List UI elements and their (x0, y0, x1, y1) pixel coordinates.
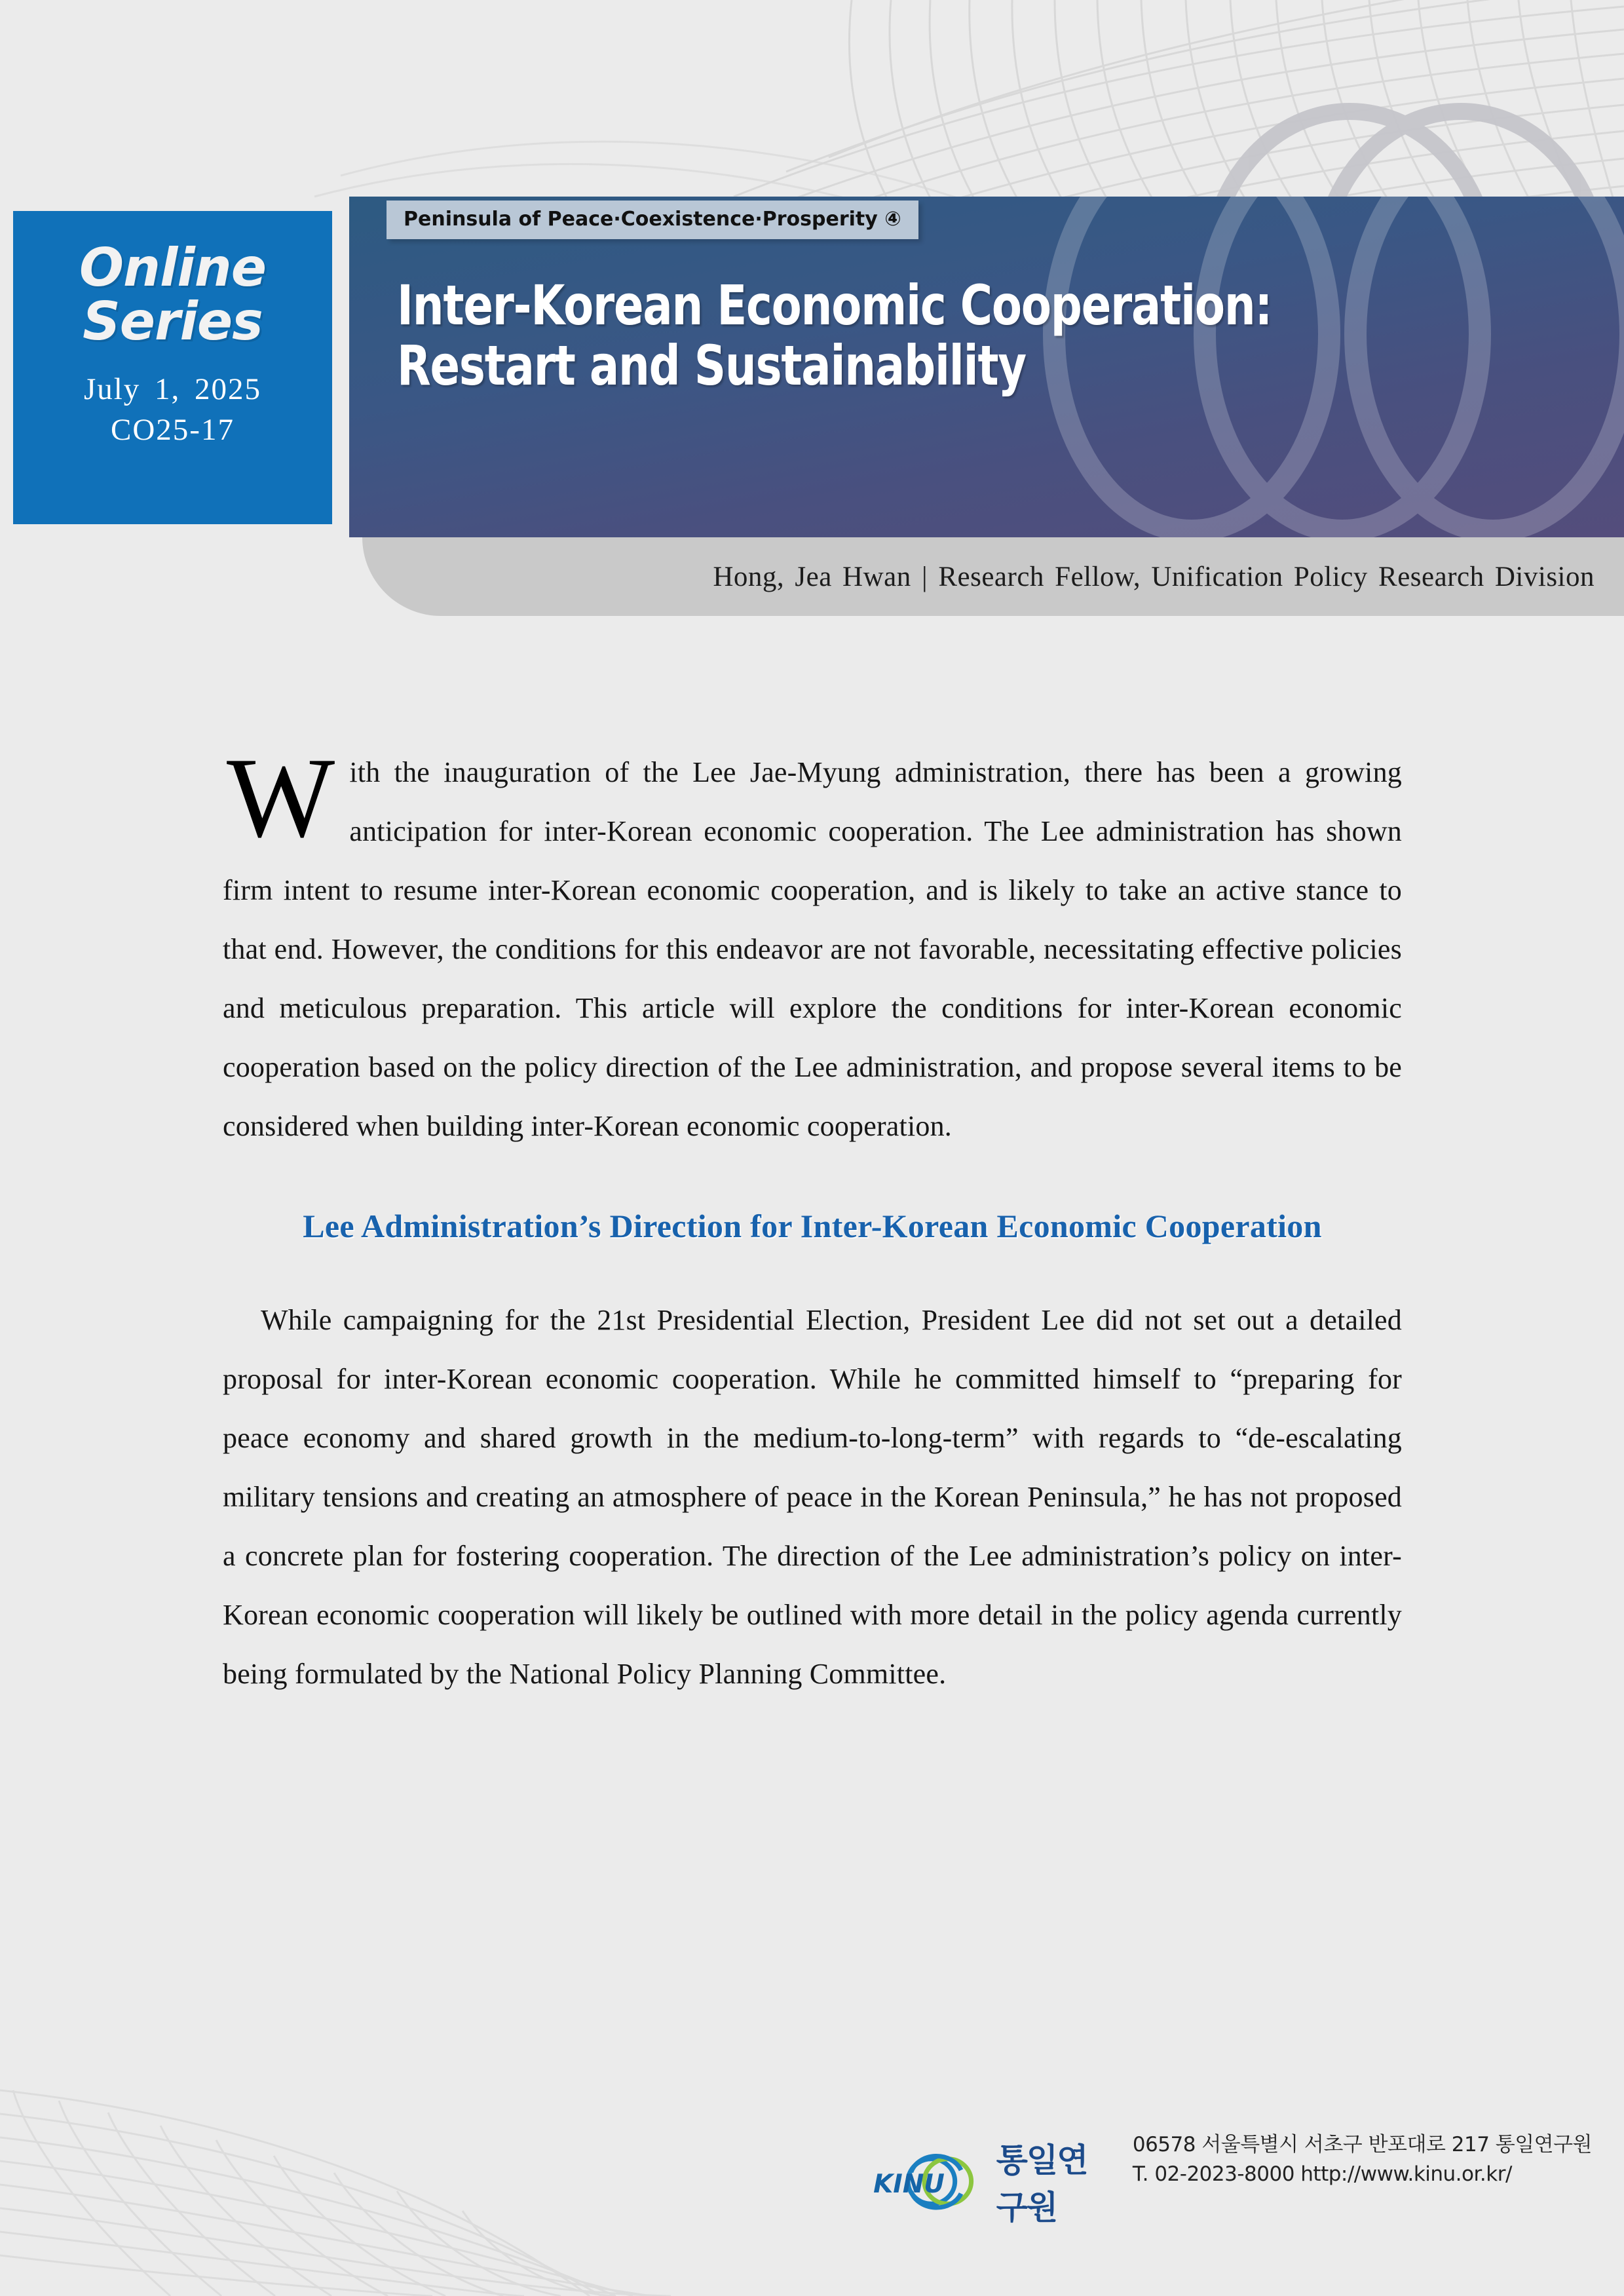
page-footer (871, 2126, 1592, 2227)
lead-paragraph-text: ith the inauguration of the Lee Jae-Myung administration, there has been a growing anticipation for inter-Korean economic cooperation. The Lee administration has shown firm intent to resume inter-Korean economic cooperation, and is likely to take an active stance to that end. However, the conditions for this endeavor are not favorable, necessitating effective policies and meticulous preparation. This article will explore the conditions for inter-Korean economic cooperation based on the policy direction of the Lee administration, and propose several items to be considered when building inter-Korean economic cooperation. (223, 756, 1402, 1142)
section-heading: Lee Administration’s Direction for Inter-Korean Economic Cooperation (303, 1208, 1322, 1244)
series-kicker-label: Peninsula of Peace·Coexistence·Prosperity ④ (404, 208, 901, 231)
series-title-line2: Series (83, 291, 263, 353)
drop-cap: W (227, 734, 335, 861)
page-title-line1: Inter-Korean Economic Cooperation: (397, 273, 1272, 337)
series-title (79, 237, 266, 353)
body-paragraph-1: While campaigning for the 21st Presidential Election, President Lee did not set out a detailed proposal for inter-Korean economic cooperation. While he committed himself to “preparing for peace economy and shared growth in the medium-to-long-term” with regards to “de-escalating military tensions and creating an atmosphere of peace in the Korean Peninsula,” he has not proposed a concrete plan for fostering cooperation. The direction of the Lee administration’s policy on inter-Korean economic cooperation will likely be outlined with more detail in the policy agenda currently being formulated by the National Policy Planning Committee. (223, 1304, 1402, 1690)
lead-paragraph (223, 734, 1402, 1156)
author-byline-band (362, 537, 1624, 616)
kinu-logo (871, 2134, 1114, 2229)
svg-text:KINU: KINU (873, 2170, 945, 2200)
series-kicker-tab (387, 201, 918, 239)
footer-phone-website: T. 02-2023-8000 http://www.kinu.or.kr/ (1132, 2162, 1512, 2186)
publication-code: CO25-17 (111, 412, 235, 447)
footer-contact-block (1133, 2130, 1592, 2189)
series-title-line1: Online (79, 237, 266, 298)
page-title (397, 275, 1351, 396)
page-title-line2: Restart and Sustainability (397, 334, 1026, 398)
article-body (223, 714, 1402, 1732)
kinu-logo-icon (871, 2147, 990, 2215)
kinu-logo-hangul: 통일연구원 (996, 2141, 1087, 2227)
publication-date: July 1, 2025 (83, 372, 262, 406)
author-byline: Hong, Jea Hwan | Research Fellow, Unification Policy Research Division (713, 561, 1595, 592)
document-header (0, 197, 1624, 616)
series-badge (13, 211, 332, 524)
footer-address: 06578 서울특별시 서초구 반포대로 217 통일연구원 (1132, 2133, 1592, 2156)
